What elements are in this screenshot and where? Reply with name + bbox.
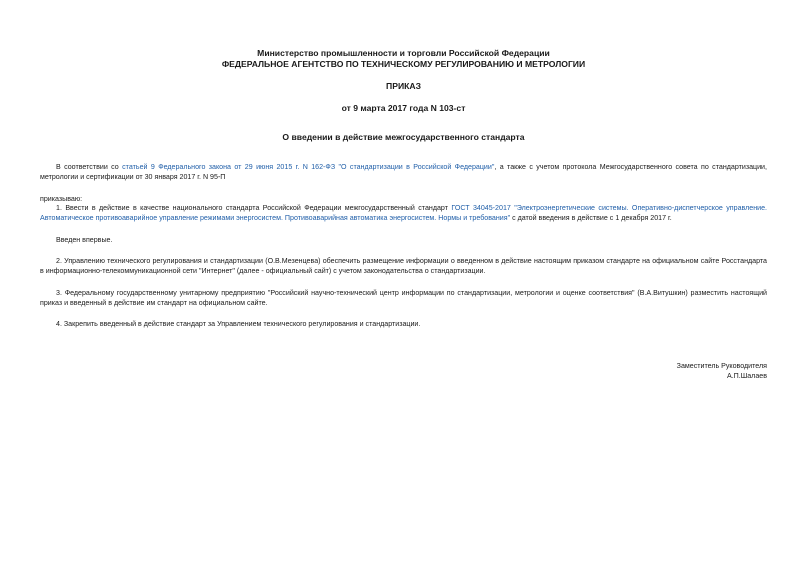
document-subject: О введении в действие межгосударственного стандарта [282,132,525,142]
document-type: ПРИКАЗ [386,81,421,91]
introduced-first-note: Введен впервые. [56,236,113,244]
signatory-position: Заместитель Руководителя [676,362,767,370]
item-1-paragraph [40,203,767,223]
item-2-paragraph: 2. Управлению технического регулирования и стандартизации (О.В.Мезенцева) обеспечить размещение информации о введенном в действие настоящим приказом стандарте на официальном сайте Росстандарта в информационно-телекоммуникационной сети "Интернет" (далее - официальный сайт) с учетом законодательства о стандартизации. [40,257,767,275]
ministry-title: Министерство промышленности и торговли Российской Федерации [257,48,550,58]
item-3-paragraph: 3. Федеральному государственному унитарному предприятию "Российский научно-технический центр информации по стандартизации, метрологии и оценке соответствия" (В.А.Витушкин) разместить настоящий приказ и введенный в действие им стандарт на официальном сайте. [40,289,767,307]
order-word: приказываю: [40,195,83,203]
item-1-text-start: 1. Ввести в действие в качестве национального стандарта Российской Федерации межгосударственный стандарт [56,204,452,212]
federal-law-link[interactable]: статьей 9 Федерального закона от 29 июня 2015 г. N 162-ФЗ "О стандартизации в Российской Федерации" [122,163,495,171]
preamble-text-end: , а также с учетом протокола Межгосударственного совета по стандартизации, метрологии и сертификации от 30 января 2017 г. N 95-П [40,163,767,181]
document-date-number: от 9 марта 2017 года N 103-ст [341,103,466,113]
agency-title: ФЕДЕРАЛЬНОЕ АГЕНТСТВО ПО ТЕХНИЧЕСКОМУ РЕГУЛИРОВАНИЮ И МЕТРОЛОГИИ [221,59,586,69]
preamble-text-start: В соответствии со [56,163,123,171]
gost-standard-link[interactable]: ГОСТ 34045-2017 "Электроэнергетические системы. Оперативно-диспетчерское управление. Автоматическое противоаварийное управление режимами энергосистем. Противоаварийная автоматика энергосистем. Нормы и требования" [40,204,768,222]
preamble-paragraph [40,162,767,182]
item-1-text-end: с датой введения в действие с 1 декабря 2017 г. [510,214,672,222]
signatory-name: А.П.Шалаев [726,372,767,380]
item-4-paragraph: 4. Закрепить введенный в действие стандарт за Управлением технического регулирования и стандартизации. [56,320,421,328]
